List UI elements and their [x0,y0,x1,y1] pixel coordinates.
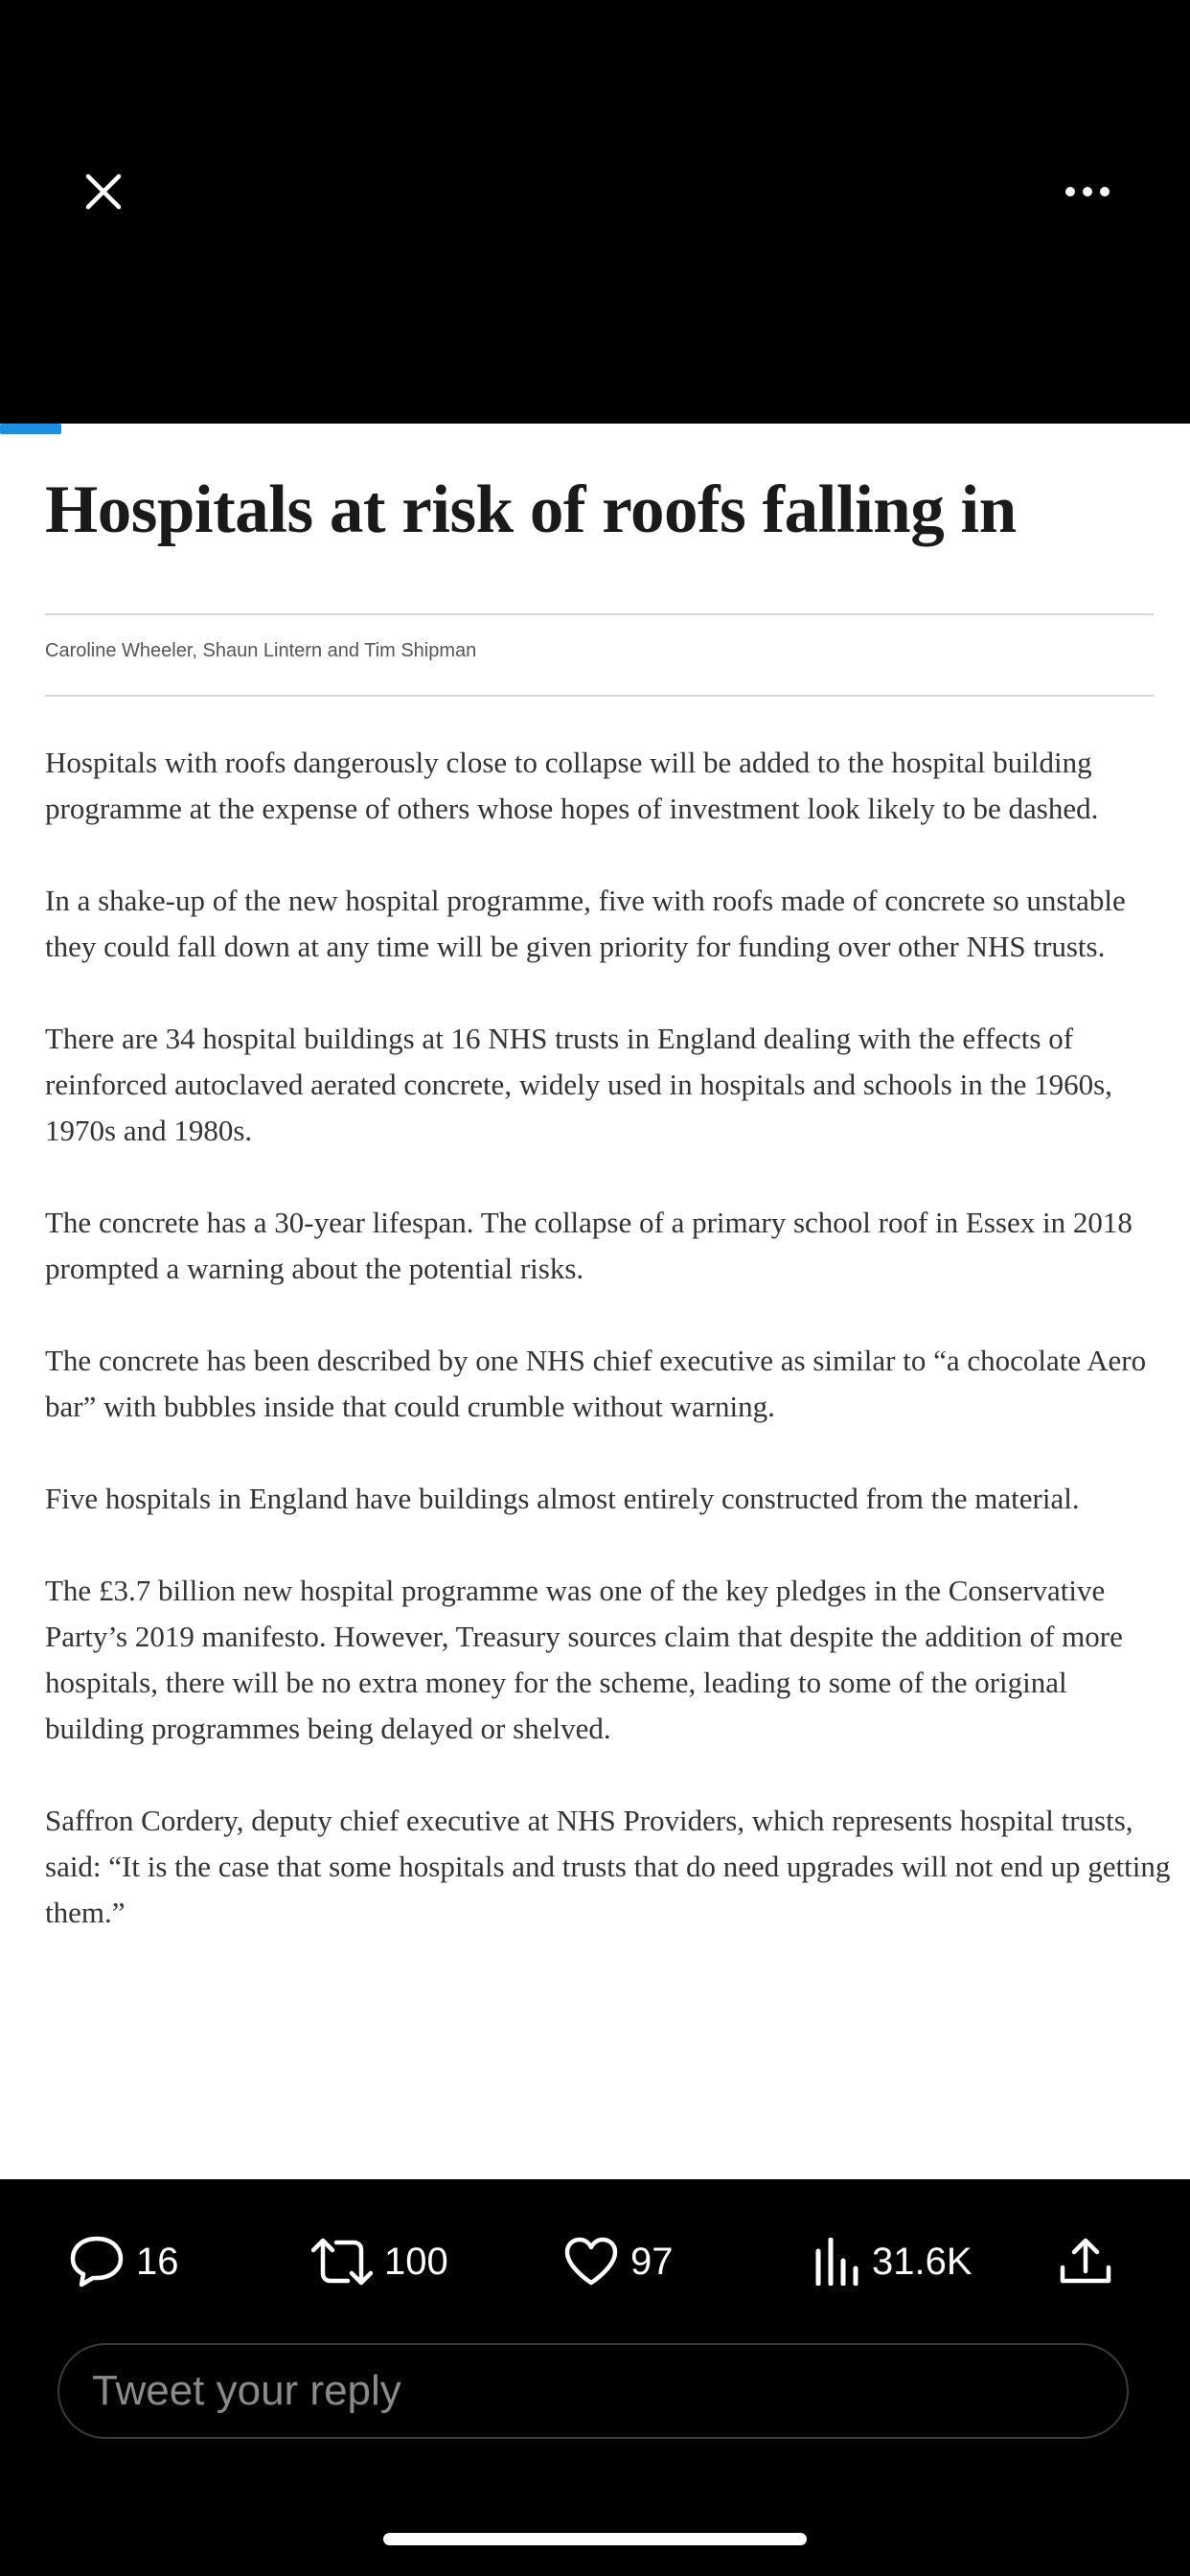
paragraph: Hospitals with roofs dangerously close to collapse will be added to the hospital building programme at the expense of others whose hopes of investment look likely to be dashed. [45,746,1099,825]
paragraph: The £3.7 billion new hospital programme was one of the key pledges in the Conservative Party’s 2019 manifesto. However, Treasury sources claim that despite the addition of more hospitals, there will be no extra money for the scheme, leading to some of the original building programmes being delayed or shelved. [45,1574,1123,1745]
comment-icon [69,2235,125,2288]
view-count: 31.6K [872,2240,973,2283]
article-image [0,424,1190,2179]
divider [45,695,1154,697]
paragraph: The concrete has a 30-year lifespan. The collapse of a primary school roof in Essex in 2018 prompted a warning about the potential risks. [45,1206,1133,1285]
heart-icon [563,2237,619,2287]
tweet-actions-bar [0,2204,1190,2319]
reply-placeholder: Tweet your reply [92,2367,401,2414]
reply-count: 16 [136,2240,179,2283]
like-count: 97 [630,2240,674,2283]
views-chart-icon [814,2238,860,2286]
views-button[interactable] [814,2204,973,2319]
retweet-icon [311,2237,373,2287]
like-button[interactable] [563,2204,674,2319]
progress-indicator [0,424,61,434]
more-options-button[interactable] [1059,168,1116,216]
divider [45,613,1154,615]
paragraph: Saffron Cordery, deputy chief executive at NHS Providers, which represents hospital trusts, said: “It is the case that some hospitals and trusts that do need upgrades will not end up getting them.” [45,1804,1171,1929]
reply-input[interactable] [57,2343,1129,2439]
home-indicator[interactable] [383,2533,807,2545]
paragraph: The concrete has been described by one NHS chief executive as similar to “a chocolate Aero bar” with bubbles inside that could crumble without warning. [45,1344,1147,1423]
close-icon [84,172,123,211]
paragraph: There are 34 hospital buildings at 16 NHS trusts in England dealing with the effects of reinforced autoclaved aerated concrete, widely used in hospitals and schools in the 1960s, 1970s and 1980s. [45,1022,1112,1147]
close-button[interactable] [75,163,132,220]
more-horizontal-icon [1064,185,1111,198]
article-body [45,740,1171,1982]
article-headline: Hospitals at risk of roofs falling in [45,472,1017,547]
article-byline: Caroline Wheeler, Shaun Lintern and Tim Shipman [45,640,477,661]
share-button[interactable] [1059,2204,1112,2319]
paragraph: Five hospitals in England have buildings almost entirely constructed from the material. [45,1482,1080,1515]
retweet-count: 100 [384,2240,448,2283]
share-icon [1059,2237,1112,2287]
retweet-button[interactable] [311,2204,448,2319]
reply-button[interactable] [69,2204,179,2319]
paragraph: In a shake-up of the new hospital programme, five with roofs made of concrete so unstable they could fall down at any time will be given priority for funding over other NHS trusts. [45,884,1126,963]
